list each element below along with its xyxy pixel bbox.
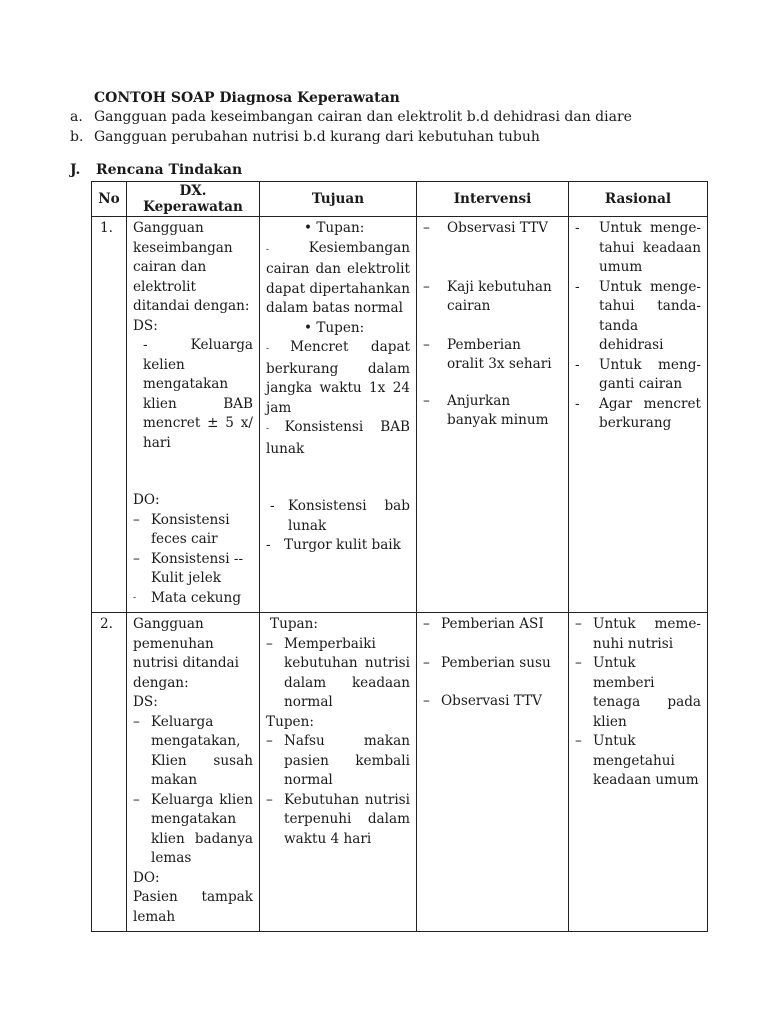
dx-line: ditandai dengan: (133, 298, 250, 314)
tujuan-extra-item: - Konsistensi bab lunak (270, 498, 410, 534)
diagnosis-item-a (70, 109, 632, 125)
tupen-label: • Tupen: (304, 319, 365, 336)
diagnosis-marker: b. (70, 129, 84, 145)
diagnosis-item-b (70, 129, 540, 145)
diagnosis-text: Gangguan perubahan nutrisi b.d kurang dari kebutuhan tubuh (94, 129, 540, 145)
do-label: DO: (133, 869, 160, 886)
tupan-text: – Memperbaiki kebutuhan nutrisi dalam keadaan normal (266, 635, 410, 710)
do-item: Pasien tampak lemah (133, 889, 253, 925)
ds-item: – Keluarga klien mengatakan klien badanya lemas (133, 791, 253, 866)
section-heading (70, 162, 242, 178)
tupan-label: • Tupan: (304, 220, 365, 236)
tupan-text: - Kesiembangan cairan dan elektrolit dapat dipertahankan dalam batas normal (266, 239, 410, 316)
header-rasional: Rasional (569, 182, 708, 217)
tupan-label: Tupan: (270, 616, 318, 632)
dx-line: pemenuhan (133, 635, 214, 652)
rasional-item: - Agar mencret berkurang (575, 395, 701, 431)
ds-item: – Keluarga mengatakan, Klien susah makan (133, 713, 253, 788)
intervensi-cell (417, 217, 569, 613)
header-tujuan: Tujuan (260, 182, 417, 217)
document-title: CONTOH SOAP Diagnosa Keperawatan (94, 90, 400, 106)
row-number: 1. (92, 217, 127, 613)
dx-line: keseimbangan (133, 239, 233, 256)
header-intervensi: Intervensi (417, 182, 569, 217)
dx-line: Gangguan (133, 616, 204, 632)
intervensi-item: – Pemberian oralit 3x sehari (423, 336, 552, 372)
dx-cell (127, 217, 260, 613)
rasional-item: – Untuk meme-nuhi nutrisi (575, 616, 701, 652)
tupen-label: Tupen: (266, 713, 314, 730)
tupen-item: – Kebutuhan nutrisi terpenuhi dalam waktu 4 hari (266, 791, 410, 847)
dx-line: cairan dan (133, 259, 207, 275)
row-number: 2. (92, 613, 127, 932)
dx-line: elektrolit (133, 278, 196, 295)
intervensi-item: – Observasi TTV (423, 693, 542, 709)
diagnosis-marker: a. (70, 109, 83, 125)
header-dx: DX. Keperawatan (127, 182, 260, 217)
section-title: Rencana Tindakan (96, 162, 243, 178)
rasional-cell (569, 613, 708, 932)
ds-item: - Keluarga kelien mengatakan klien BAB mencret ± 5 x/ hari (143, 337, 253, 451)
section-marker: J. (70, 162, 81, 178)
intervensi-item: – Pemberian susu (423, 654, 551, 671)
rasional-item: - Untuk meng-ganti cairan (575, 356, 701, 392)
do-item: - Mata cekung (133, 589, 242, 606)
dx-line: DS: (133, 694, 158, 710)
intervensi-item: – Anjurkan banyak minum (423, 392, 549, 428)
dx-line: nutrisi ditandai (133, 655, 239, 671)
header-no: No (92, 182, 127, 217)
tupen-item: - Mencret dapat berkurang dalam jangka waktu 1x 24 jam (266, 339, 411, 416)
rasional-item: – Untuk memberi tenaga pada klien (575, 655, 701, 730)
dx-cell (127, 613, 260, 932)
diagnosis-text: Gangguan pada keseimbangan cairan dan elektrolit b.d dehidrasi dan diare (94, 109, 632, 125)
intervensi-item: – Kaji kebutuhan cairan (423, 278, 552, 314)
table-header-row (92, 182, 708, 217)
do-label: DO: (133, 492, 160, 508)
dx-line: dengan: (133, 674, 189, 691)
dx-line: Gangguan (133, 220, 204, 236)
care-plan-table (91, 181, 708, 932)
tupen-item: - Konsistensi BAB lunak (266, 419, 411, 457)
rasional-item: - Untuk menge-tahui keadaan umum (575, 220, 701, 275)
tujuan-cell (260, 613, 417, 932)
rasional-item: – Untuk mengetahui keadaan umum (575, 733, 699, 788)
do-item: – Konsistensi feces cair (133, 511, 230, 547)
intervensi-item: – Pemberian ASI (423, 616, 544, 632)
tujuan-cell (260, 217, 417, 613)
table-row (92, 613, 708, 932)
tujuan-extra-item: - Turgor kulit baik (266, 537, 401, 553)
rasional-item: - Untuk menge-tahui tanda-tanda dehidrasi (575, 278, 701, 353)
intervensi-cell (417, 613, 569, 932)
tupen-item: – Nafsu makan pasien kembali normal (266, 733, 410, 788)
table-row (92, 217, 708, 613)
rasional-cell (569, 217, 708, 613)
do-item: – Konsistensi -- Kulit jelek (133, 550, 244, 586)
intervensi-item: – Observasi TTV (423, 220, 548, 236)
dx-line: DS: (133, 317, 158, 334)
